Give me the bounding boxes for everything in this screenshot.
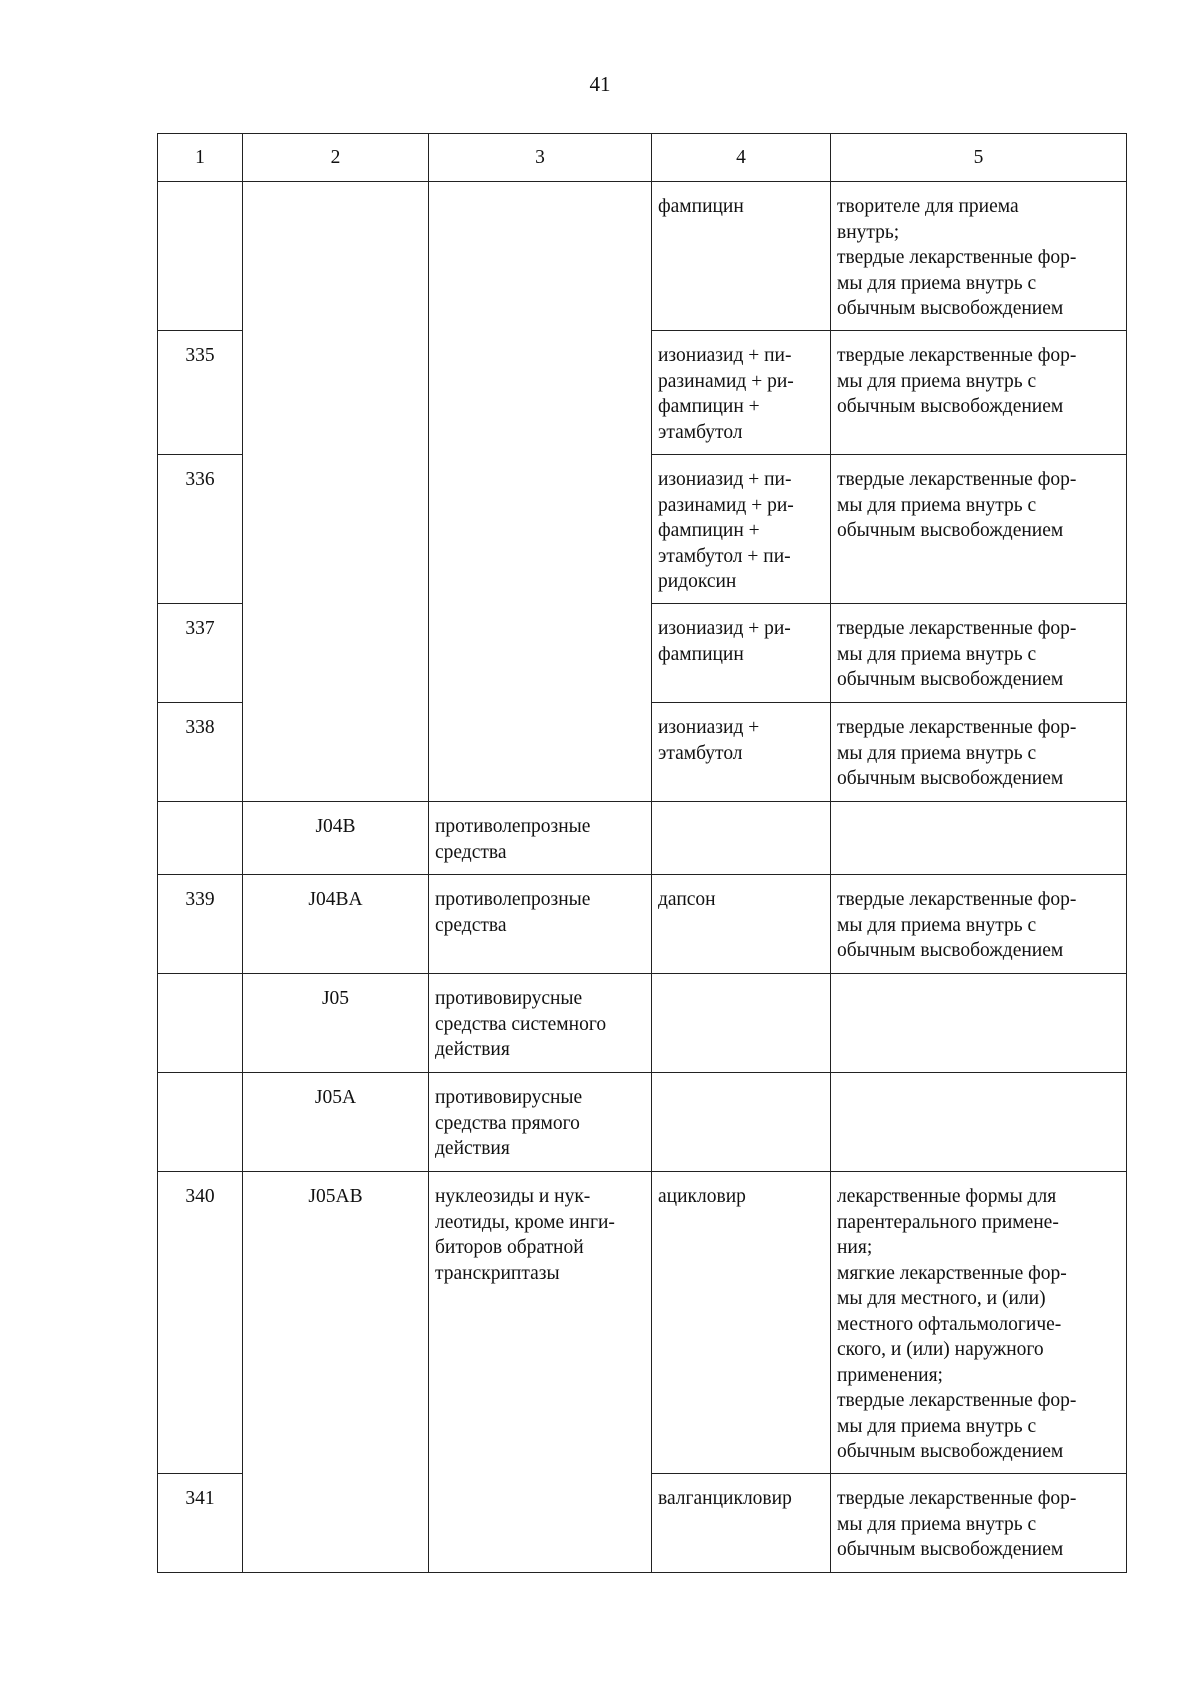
group-name: противолепрозные средства [429, 875, 652, 974]
header-cell-2: 2 [243, 134, 429, 182]
header-cell-4: 4 [652, 134, 831, 182]
row-number: 337 [158, 604, 243, 703]
header-cell-1: 1 [158, 134, 243, 182]
drug-name [652, 974, 831, 1073]
table-row [158, 182, 1127, 331]
dosage-form [831, 1073, 1127, 1172]
dosage-form: твердые лекарственные фор- мы для приема внутрь с обычным высвобождением [831, 604, 1127, 703]
medication-table [157, 133, 1127, 1573]
drug-name [652, 1073, 831, 1172]
dosage-form: твердые лекарственные фор- мы для приема внутрь с обычным высвобождением [831, 875, 1127, 974]
row-number: 336 [158, 455, 243, 604]
drug-name: изониазид + ри- фампицин [652, 604, 831, 703]
drug-name: фампицин [652, 182, 831, 331]
table-header-row [158, 134, 1127, 182]
drug-name: ацикловир [652, 1172, 831, 1474]
row-number: 335 [158, 331, 243, 455]
dosage-form: твердые лекарственные фор- мы для приема внутрь с обычным высвобождением [831, 1474, 1127, 1573]
dosage-form: творителе для приема внутрь; твердые лекарственные фор- мы для приема внутрь с обычным высвобождением [831, 182, 1127, 331]
atc-code: J05 [243, 974, 429, 1073]
table-row [158, 1073, 1127, 1172]
table-row [158, 1172, 1127, 1474]
group-name: противолепрозные средства [429, 802, 652, 875]
group-name: противовирусные средства системного действия [429, 974, 652, 1073]
drug-name: изониазид + пи- разинамид + ри- фампицин + этамбутол + пи- ридоксин [652, 455, 831, 604]
atc-code-cell [243, 182, 429, 802]
row-number [158, 182, 243, 331]
drug-name: изониазид + этамбутол [652, 703, 831, 802]
row-number [158, 802, 243, 875]
row-number [158, 974, 243, 1073]
group-name-cell [429, 182, 652, 802]
table-row [158, 875, 1127, 974]
atc-code: J04B [243, 802, 429, 875]
atc-code: J05AB [243, 1172, 429, 1573]
table-row [158, 974, 1127, 1073]
row-number: 341 [158, 1474, 243, 1573]
atc-code: J04BA [243, 875, 429, 974]
drug-name: валганцикловир [652, 1474, 831, 1573]
group-name: нуклеозиды и нук- леотиды, кроме инги- биторов обратной транскриптазы [429, 1172, 652, 1573]
row-number: 338 [158, 703, 243, 802]
row-number [158, 1073, 243, 1172]
drug-name: дапсон [652, 875, 831, 974]
group-name: противовирусные средства прямого действия [429, 1073, 652, 1172]
header-cell-5: 5 [831, 134, 1127, 182]
dosage-form: твердые лекарственные фор- мы для приема внутрь с обычным высвобождением [831, 703, 1127, 802]
dosage-form [831, 974, 1127, 1073]
drug-name: изониазид + пи- разинамид + ри- фампицин + этамбутол [652, 331, 831, 455]
drug-name [652, 802, 831, 875]
dosage-form: твердые лекарственные фор- мы для приема внутрь с обычным высвобождением [831, 331, 1127, 455]
dosage-form: лекарственные формы для парентерального примене- ния; мягкие лекарственные фор- мы для местного, и (или) местного офтальмологиче- ского, и (или) наружного применения; твердые лекарственные фор- мы для приема внутрь с обычным высвобождением [831, 1172, 1127, 1474]
row-number: 339 [158, 875, 243, 974]
dosage-form: твердые лекарственные фор- мы для приема внутрь с обычным высвобождением [831, 455, 1127, 604]
page-number: 41 [589, 72, 611, 96]
row-number: 340 [158, 1172, 243, 1474]
header-cell-3: 3 [429, 134, 652, 182]
atc-code: J05A [243, 1073, 429, 1172]
dosage-form [831, 802, 1127, 875]
table-row [158, 802, 1127, 875]
